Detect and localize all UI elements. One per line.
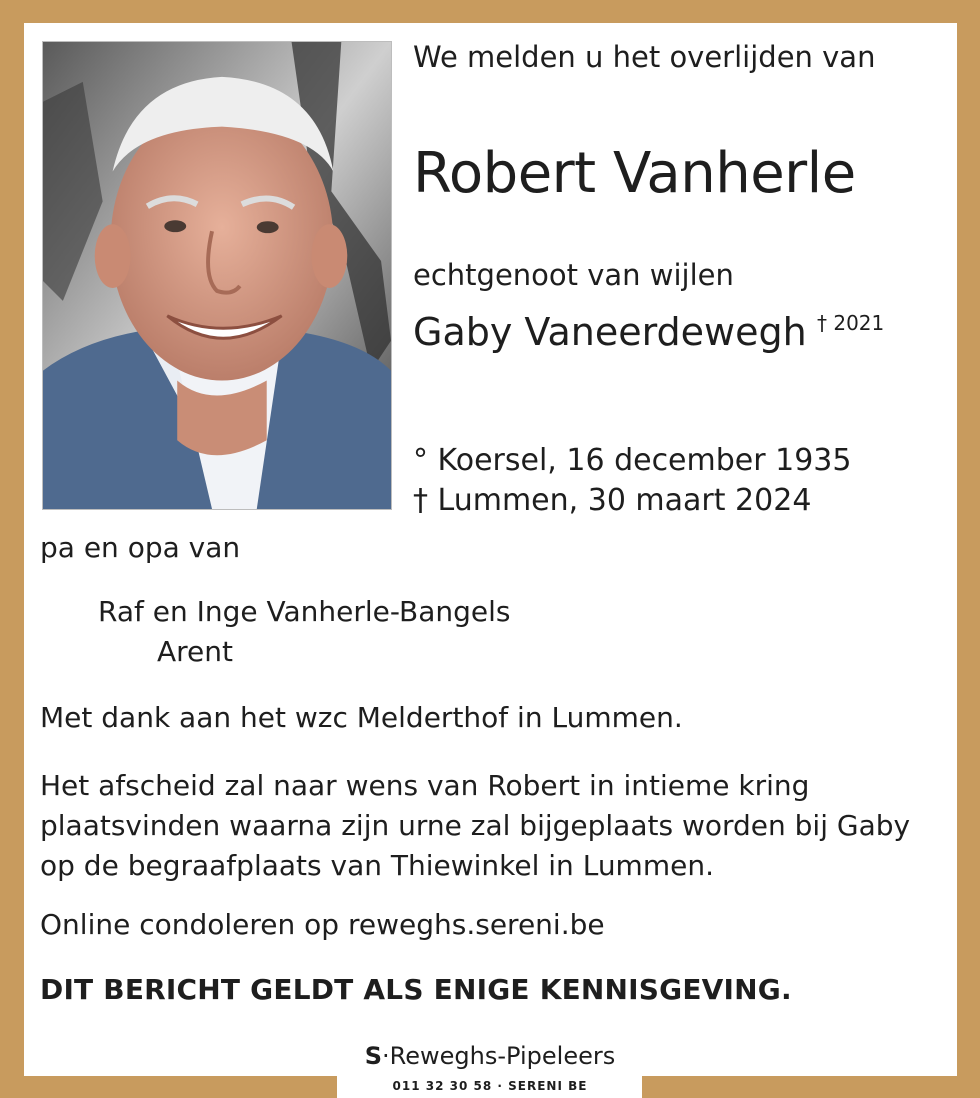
obituary-card [24,23,957,1076]
notice-line: DIT BERICHT GELDT ALS ENIGE KENNISGEVING. [40,973,792,1006]
family-member: Raf en Inge Vanherle-Bangels [98,595,511,628]
deceased-name: Robert Vanherle [413,141,856,206]
spouse-name: Gaby Vaneerdewegh [413,310,807,354]
spouse-relation: echtgenoot van wijlen [413,258,734,292]
farewell-line: plaatsvinden waarna zijn urne zal bijgeplaats worden bij Gaby [40,809,911,842]
farewell-line: Het afscheid zal naar wens van Robert in intieme kring [40,769,810,802]
online-condolence-line: Online condoleren op reweghs.sereni.be [40,908,605,941]
funeral-home-logo-mark: S [364,1042,383,1070]
announcement-intro: We melden u het overlijden van [413,40,876,74]
farewell-line: op de begraafplaats van Thiewinkel in Lummen. [40,849,714,882]
family-member: Arent [157,635,234,668]
family-intro: pa en opa van [40,531,241,564]
funeral-home-label: ·Reweghs-Pipeleers [382,1042,616,1070]
death-line: † Lummen, 30 maart 2024 [413,483,812,518]
farewell-paragraph [40,766,940,886]
spouse-death-year: † 2021 [817,311,885,335]
thanks-line: Met dank aan het wzc Melderthof in Lummen. [40,701,683,734]
birth-line: ° Koersel, 16 december 1935 [413,443,852,478]
funeral-home-name [345,1042,635,1070]
portrait-illustration [43,42,391,509]
portrait-photo [42,41,392,510]
funeral-home-contact: 011 32 30 58 · SERENI BE [392,1079,588,1093]
